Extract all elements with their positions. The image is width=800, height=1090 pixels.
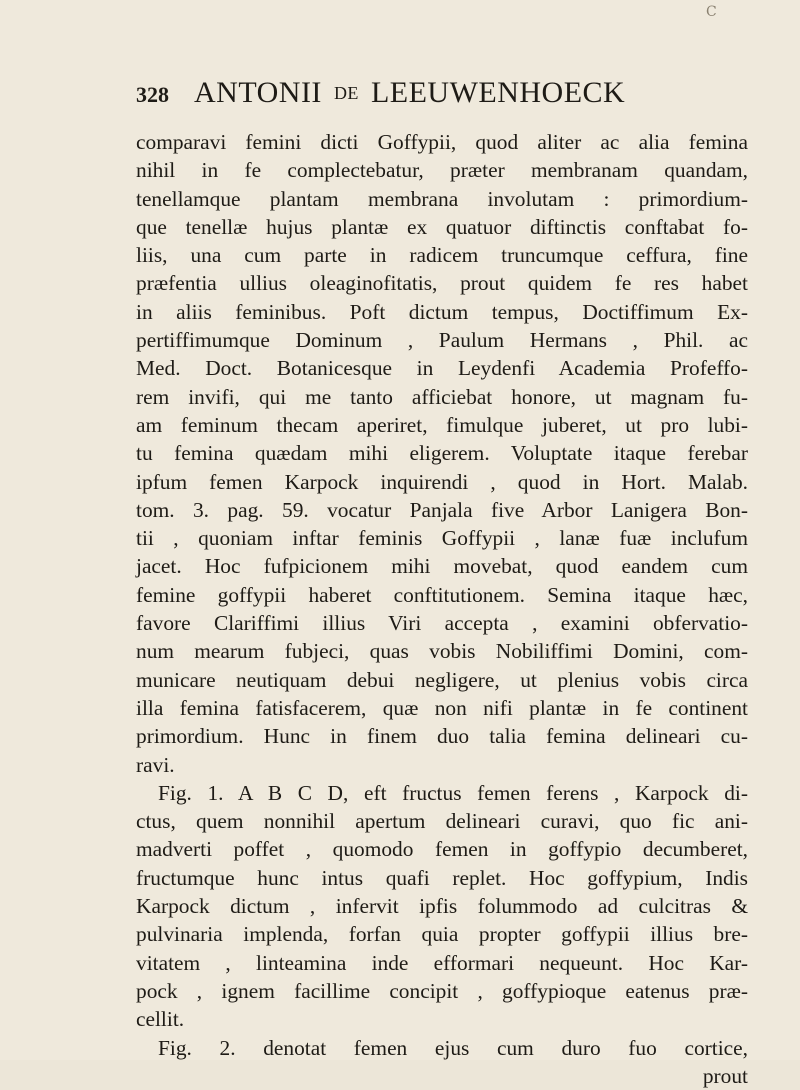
text-line: municare neutiquam debui negligere, ut plenius vobis circa: [136, 667, 748, 692]
text-line: ravi.: [136, 752, 175, 777]
text-line-fig2: Fig. 2. denotat femen ejus cum duro fuo cortice,: [158, 1035, 748, 1060]
text-line: femine goffypii haberet conftitutionem. Semina itaque hæc,: [136, 582, 748, 607]
text-line: pock , ignem facillime concipit , goffypioque eatenus præ-: [136, 978, 748, 1003]
text-line: nihil in fe complectebatur, præter membranam quandam,: [136, 158, 748, 183]
text-line: que tenellæ hujus plantæ ex quatuor diftinctis conftabat fo-: [136, 214, 748, 239]
running-head: [194, 76, 625, 110]
text-line: am feminum thecam aperiret, fimulque juberet, ut pro lubi-: [136, 412, 748, 437]
text-line: pulvinaria implenda, forfan quia propter goffypii illius bre-: [136, 922, 748, 947]
text-line: jacet. Hoc fufpicionem mihi movebat, quod eandem cum: [136, 554, 748, 579]
text-line: tenellamque plantam membrana involutam : primordium-: [136, 186, 748, 211]
running-head-de: DE: [333, 83, 359, 103]
text-line: primordium. Hunc in finem duo talia femina delineari cu-: [136, 724, 748, 749]
text-line: liis, una cum parte in radicem truncumque ceffura, fine: [136, 243, 748, 268]
text-line: favore Clariffimi illius Viri accepta , examini obfervatio-: [136, 611, 748, 636]
running-head-surname: LEEUWENHOECK: [370, 76, 626, 109]
text-line: madverti poffet , quomodo femen in goffypio decumberet,: [136, 837, 748, 862]
text-line: vitatem , linteamina inde efformari nequeunt. Hoc Kar-: [136, 950, 748, 975]
text-line-fig1: Fig. 1. A B C D, eft fructus femen ferens , Karpock di-: [158, 780, 748, 805]
text-line: illa femina fatisfacerem, quæ non nifi plantæ in fe continent: [136, 695, 748, 720]
text-line: tom. 3. pag. 59. vocatur Panjala five Arbor Lanigera Bon-: [136, 497, 748, 522]
catchword: prout: [702, 1063, 748, 1088]
text-line: num mearum fubjeci, quas vobis Nobiliffimi Domini, com-: [136, 639, 748, 664]
page-header: [136, 72, 736, 112]
text-line: cellit.: [136, 1007, 185, 1032]
text-line: pertiffimumque Dominum , Paulum Hermans , Phil. ac: [136, 328, 748, 353]
text-line: ctus, quem nonnihil apertum delineari curavi, quo fic ani-: [136, 809, 748, 834]
body-text: [136, 128, 748, 1090]
page-number: 328: [136, 82, 169, 107]
text-line: in aliis feminibus. Poft dictum tempus, Doctiffimum Ex-: [136, 299, 748, 324]
text-line: ipfum femen Karpock inquirendi , quod in Hort. Malab.: [136, 469, 748, 494]
corner-mark: C: [706, 4, 717, 20]
text-line: Med. Doct. Botanicesque in Leydenfi Academia Profeffo-: [136, 356, 748, 381]
text-line: rem invifi, qui me tanto afficiebat honore, ut magnam fu-: [136, 384, 748, 409]
text-line: tii , quoniam inftar feminis Goffypii , lanæ fuæ inclufum: [136, 526, 748, 551]
text-line: tu femina quædam mihi eligerem. Voluptate itaque ferebar: [136, 441, 748, 466]
text-line: præfentia ullius oleaginofitatis, prout quidem fe res habet: [136, 271, 748, 296]
text-line: comparavi femini dicti Goffypii, quod aliter ac alia femina: [136, 130, 748, 154]
text-line: Karpock dictum , infervit ipfis folummodo ad culcitras &: [136, 894, 748, 919]
text-line: fructumque hunc intus quafi replet. Hoc goffypium, Indis: [136, 865, 748, 890]
running-head-name: ANTONII: [194, 76, 322, 109]
